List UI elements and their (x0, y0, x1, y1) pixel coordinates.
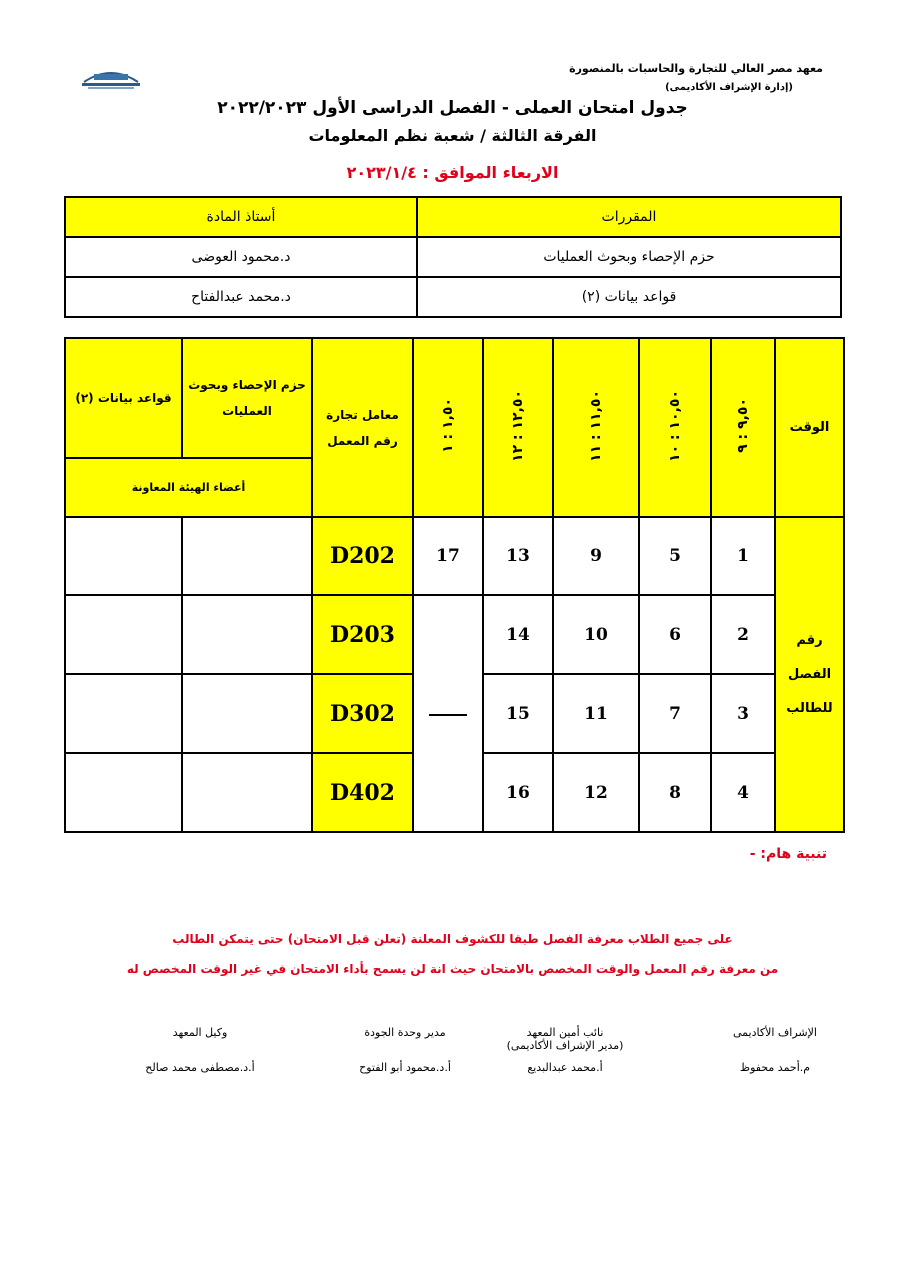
staff-cell (65, 517, 182, 595)
signature-block (690, 1026, 860, 1074)
side-label (775, 517, 844, 832)
class-number: 3 (711, 674, 775, 753)
signature-block (115, 1026, 285, 1074)
signature-role-sub: (مدير الإشراف الأكاديمى) (506, 1039, 624, 1052)
lab-number: D302 (312, 674, 413, 753)
signature-role: نائب أمين المعهد (526, 1026, 604, 1039)
lab-number: D402 (312, 753, 413, 832)
staff-cell (182, 595, 312, 674)
institute-name: معهد مصر العالي للتجارة والحاسبات بالمنصورة (569, 62, 823, 75)
staff-cell (65, 595, 182, 674)
course-header-databases: قواعد بيانات (٢) (65, 338, 182, 458)
signature-name: أ.د.مصطفى محمد صالح (145, 1061, 255, 1074)
department-name: (إدارة الإشراف الأكاديمى) (665, 82, 793, 93)
schedule-table (64, 337, 845, 833)
staff-cell (65, 753, 182, 832)
time-slot-2: ١٠,٥٠ : ١٠ (639, 338, 711, 517)
class-number: 9 (553, 517, 639, 595)
staff-label: أعضاء الهيئة المعاونة (65, 458, 312, 517)
professor-header: أستاذ المادة (65, 197, 417, 237)
class-number: 17 (413, 517, 483, 595)
signature-name: أ.محمد عبدالبديع (527, 1061, 603, 1074)
class-number: 11 (553, 674, 639, 753)
professor-cell: د.محمد عبدالفتاح (65, 277, 417, 317)
page-title: جدول امتحان العملى - الفصل الدراسى الأول ٢٠٢٢/٢٠٢٣ (217, 98, 688, 118)
side-label-line2: الفصل (787, 666, 832, 682)
signature-role-sub (115, 1039, 285, 1055)
staff-cell (182, 674, 312, 753)
class-number: 12 (553, 753, 639, 832)
class-number: 5 (639, 517, 711, 595)
class-number: 4 (711, 753, 775, 832)
time-slot-1: ٩,٥٠ : ٩ (711, 338, 775, 517)
lab-number: D202 (312, 517, 413, 595)
signature-role: مدير وحدة الجودة (364, 1026, 446, 1039)
notice-title: تنبية هام: - (749, 846, 827, 862)
course-cell: حزم الإحصاء وبحوث العمليات (417, 237, 841, 277)
class-number: 14 (483, 595, 553, 674)
time-slot-3: ١١,٥٠ : ١١ (553, 338, 639, 517)
lab-header-line2: رقم المعمل (327, 433, 398, 448)
signature-name: م.أحمد محفوظ (739, 1061, 811, 1074)
staff-cell (65, 674, 182, 753)
class-number: 13 (483, 517, 553, 595)
class-number: 6 (639, 595, 711, 674)
time-slot-5: ١,٥٠ : ١ (413, 338, 483, 517)
time-slot-4: ١٢,٥٠ : ١٢ (483, 338, 553, 517)
course-header: المقررات (417, 197, 841, 237)
staff-cell (182, 753, 312, 832)
side-label-line3: للطالب (786, 700, 833, 716)
course-cell: قواعد بيانات (٢) (417, 277, 841, 317)
course-header-statistics: حزم الإحصاء وبحوث العمليات (182, 338, 312, 458)
page-subtitle: الفرقة الثالثة / شعبة نظم المعلومات (308, 126, 597, 145)
class-number: 8 (639, 753, 711, 832)
class-number: 10 (553, 595, 639, 674)
notice-line-2: من معرفة رقم المعمل والوقت المخصص بالامتحان حيث انة لن يسمح بأداء الامتحان في غير الوقت المخصص له (126, 962, 779, 976)
class-number: 16 (483, 753, 553, 832)
table-row (65, 595, 844, 674)
dash-mark (429, 714, 467, 716)
signature-role-sub (320, 1039, 490, 1055)
lab-header (312, 338, 413, 517)
side-label-line1: رقم (796, 632, 823, 648)
exam-date: الاربعاء الموافق : ٢٠٢٣/١/٤ (346, 163, 559, 182)
staff-cell (182, 517, 312, 595)
lab-number: D203 (312, 595, 413, 674)
class-number: 1 (711, 517, 775, 595)
institute-logo-icon (80, 62, 142, 92)
signature-role: وكيل المعهد (172, 1026, 228, 1039)
lab-header-line1: معامل تجارة (326, 407, 399, 422)
class-number: 15 (483, 674, 553, 753)
signature-role-sub (690, 1039, 860, 1055)
professor-cell: د.محمود العوضى (65, 237, 417, 277)
table-row (65, 517, 844, 595)
notice-line-1: على جميع الطلاب معرفة الفصل طبقا للكشوف المعلنة (تعلن قبل الامتحان) حتى يتمكن الطالب (172, 932, 733, 946)
signature-role: الإشراف الأكاديمى (733, 1026, 817, 1039)
signature-block (320, 1026, 490, 1074)
class-number: 7 (639, 674, 711, 753)
signature-name: أ.د.محمود أبو الفتوح (359, 1061, 451, 1074)
empty-slot (413, 595, 483, 832)
class-number: 2 (711, 595, 775, 674)
time-label: الوقت (775, 338, 844, 517)
signature-block (480, 1026, 650, 1074)
courses-table (64, 196, 842, 318)
